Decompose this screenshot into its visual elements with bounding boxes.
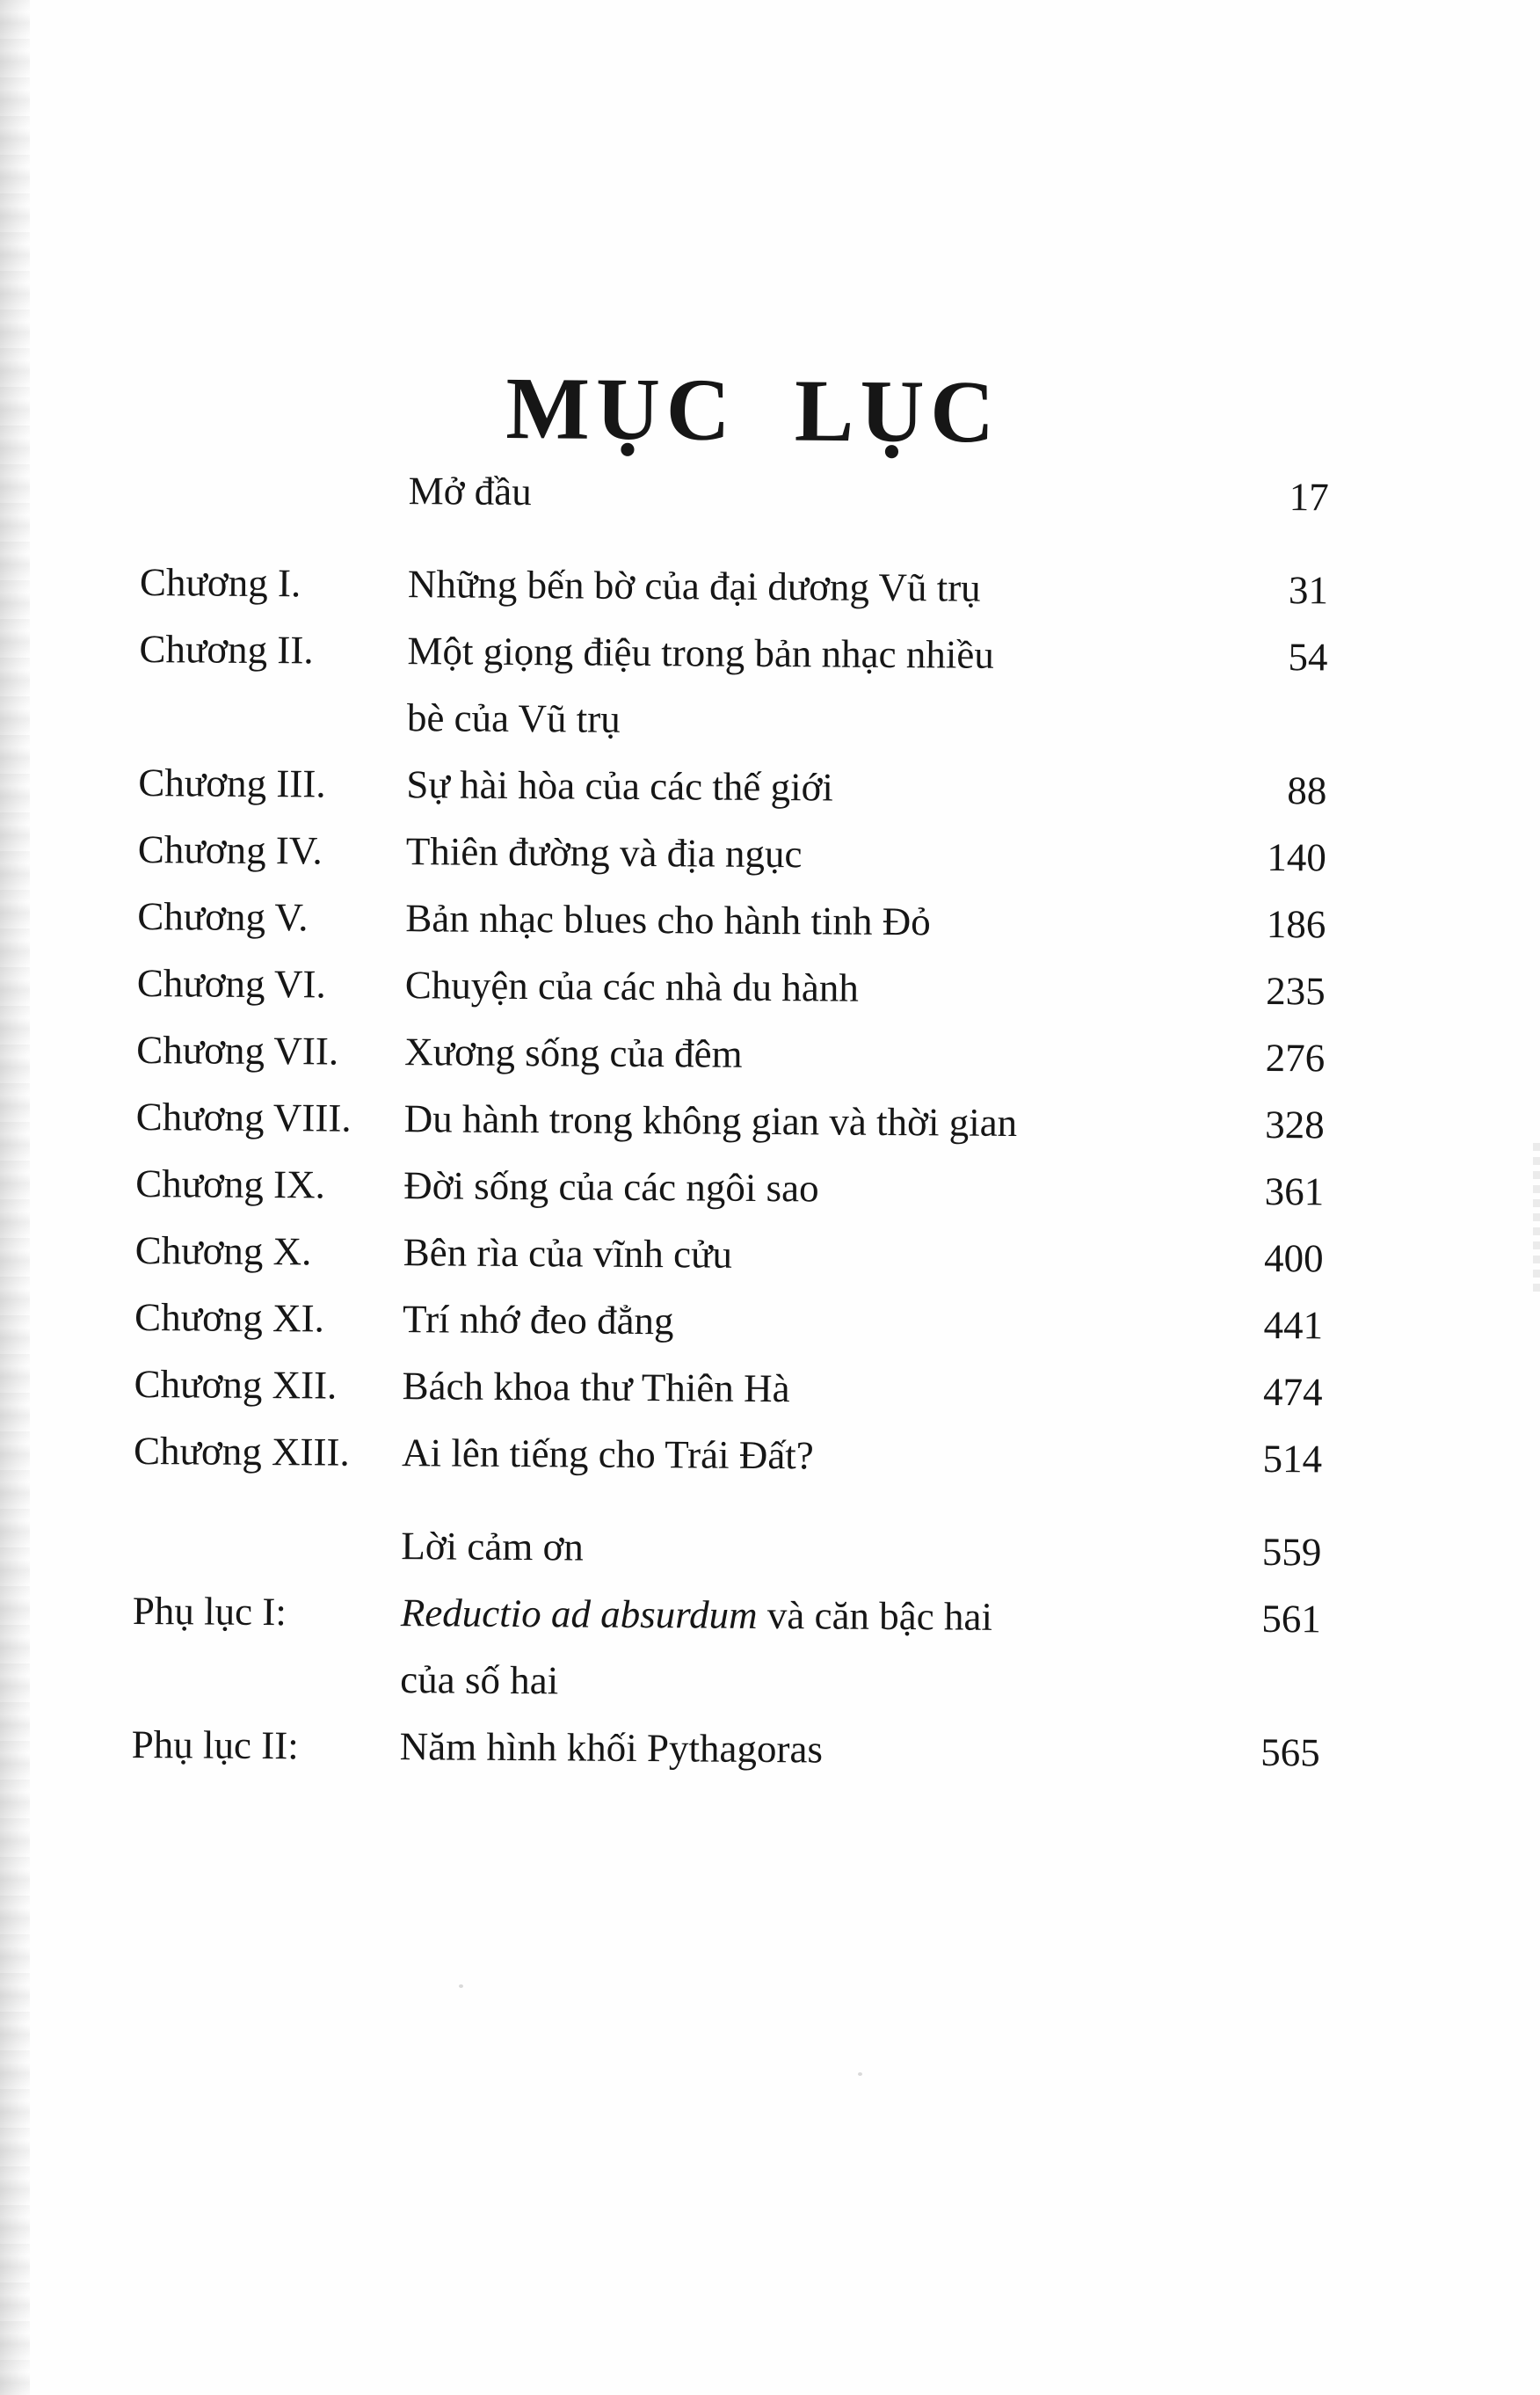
toc-row (137, 950, 1326, 1024)
page-number: 328 (1265, 1102, 1325, 1147)
chapter-title-line: Một giọng điệu trong bản nhạc nhiều (407, 629, 995, 677)
chapter-label: Phụ lục I: (132, 1588, 287, 1634)
chapter-title (405, 951, 1195, 1023)
chapter-title (403, 1085, 1193, 1157)
chapter-label: Chương II. (139, 626, 314, 673)
toc-row (135, 1150, 1324, 1225)
chapter-title (400, 1579, 1189, 1718)
scan-speck (459, 1984, 463, 1988)
chapter-title (403, 1219, 1192, 1291)
page-number: 17 (1289, 475, 1329, 520)
page-number: 88 (1287, 768, 1327, 813)
chapter-label: Chương X. (134, 1227, 312, 1274)
chapter-label: Chương VII. (136, 1027, 339, 1074)
chapter-title (405, 884, 1195, 957)
chapter-title (406, 818, 1195, 890)
page-title: MỤC LỤC (505, 358, 1001, 462)
toc-row (134, 1217, 1323, 1292)
page-number: 361 (1264, 1168, 1325, 1214)
chapter-title (399, 1713, 1188, 1785)
chapter-label: Chương XI. (134, 1294, 325, 1341)
chapter-title-line: Những bến bờ của đại dương Vũ trụ (407, 562, 981, 610)
chapter-label: Chương V. (137, 893, 309, 940)
page-number: 54 (1288, 635, 1328, 680)
chapter-title (404, 1018, 1194, 1090)
chapter-title-line: Mở đầu (408, 469, 532, 514)
chapter-title (401, 1512, 1190, 1584)
chapter-title-line: Đời sống của các ngôi sao (403, 1163, 819, 1211)
chapter-label: Chương I. (139, 559, 301, 606)
toc-row (138, 749, 1326, 824)
toc-row (132, 1577, 1321, 1719)
scan-edge-artifact (1533, 1143, 1540, 1292)
page-number: 276 (1265, 1035, 1326, 1081)
toc-row (138, 816, 1326, 891)
chapter-title-line: Sự hài hòa của các thế giới (406, 762, 834, 810)
chapter-label (141, 455, 409, 457)
page-number: 565 (1260, 1729, 1320, 1775)
table-of-contents (132, 455, 1329, 1786)
chapter-title (407, 617, 1196, 756)
chapter-title (403, 1152, 1193, 1224)
toc-row (136, 1016, 1325, 1091)
chapter-title-line: Xương sống của đêm (404, 1030, 743, 1076)
chapter-title (403, 1285, 1192, 1358)
page-number: 514 (1262, 1436, 1323, 1481)
page-number: 186 (1266, 901, 1326, 947)
chapter-label: Chương VI. (136, 960, 326, 1007)
chapter-label: Chương IV. (137, 826, 323, 873)
toc-row (137, 883, 1326, 957)
chapter-label: Chương XIII. (133, 1428, 350, 1474)
page-number: 559 (1261, 1529, 1322, 1575)
page-number: 400 (1263, 1235, 1324, 1281)
toc-row (135, 1083, 1324, 1158)
chapter-label (134, 1511, 402, 1512)
toc-row (140, 549, 1328, 623)
toc-row (133, 1511, 1321, 1585)
chapter-title-line: Lời cảm ơn (401, 1524, 585, 1569)
toc-row (139, 615, 1328, 757)
toc-row (134, 1284, 1323, 1358)
chapter-title (408, 550, 1197, 622)
chapter-label: Chương IX. (135, 1161, 326, 1207)
toc-row (140, 455, 1328, 530)
page-number: 31 (1288, 568, 1329, 613)
page-number: 140 (1267, 834, 1327, 880)
chapter-title-line: Thiên đường và địa ngục (405, 829, 803, 877)
chapter-label: Chương III. (138, 760, 326, 806)
chapter-title-line: của số hai (400, 1657, 559, 1703)
toc-row (132, 1711, 1320, 1786)
page-number: 235 (1266, 968, 1326, 1014)
chapter-title (406, 751, 1195, 823)
chapter-title-line: Bản nhạc blues cho hành tinh Đỏ (405, 896, 931, 944)
chapter-label: Phụ lục II: (131, 1722, 299, 1768)
chapter-title (402, 1352, 1191, 1424)
chapter-label: Chương VIII. (135, 1094, 352, 1140)
page-number: 474 (1262, 1369, 1323, 1415)
page-gutter-shadow (0, 0, 30, 2395)
chapter-title-line: Bách khoa thư Thiên Hà (402, 1364, 790, 1411)
page-number: 561 (1261, 1596, 1321, 1642)
chapter-title (402, 1419, 1191, 1491)
page-number: 441 (1263, 1302, 1324, 1348)
toc-row (134, 1350, 1322, 1425)
toc-row (134, 1417, 1322, 1492)
chapter-title-line: Du hành trong không gian và thời gian (403, 1096, 1018, 1145)
scan-speck (858, 2072, 862, 2076)
chapter-title-line: Reductio ad absurdum và căn bậc hai (400, 1591, 993, 1639)
chapter-label: Chương XII. (134, 1361, 338, 1408)
chapter-title-line: Ai lên tiếng cho Trái Đất? (401, 1430, 814, 1478)
chapter-title-line: Chuyện của các nhà du hành (404, 963, 860, 1010)
chapter-title (408, 457, 1197, 529)
chapter-title-line: Trí nhớ đeo đẳng (402, 1297, 674, 1343)
chapter-title-line: bè của Vũ trụ (406, 695, 621, 741)
chapter-title-line: Bên rìa của vĩnh cửu (403, 1230, 733, 1277)
chapter-title-line: Năm hình khối Pythagoras (399, 1724, 824, 1772)
